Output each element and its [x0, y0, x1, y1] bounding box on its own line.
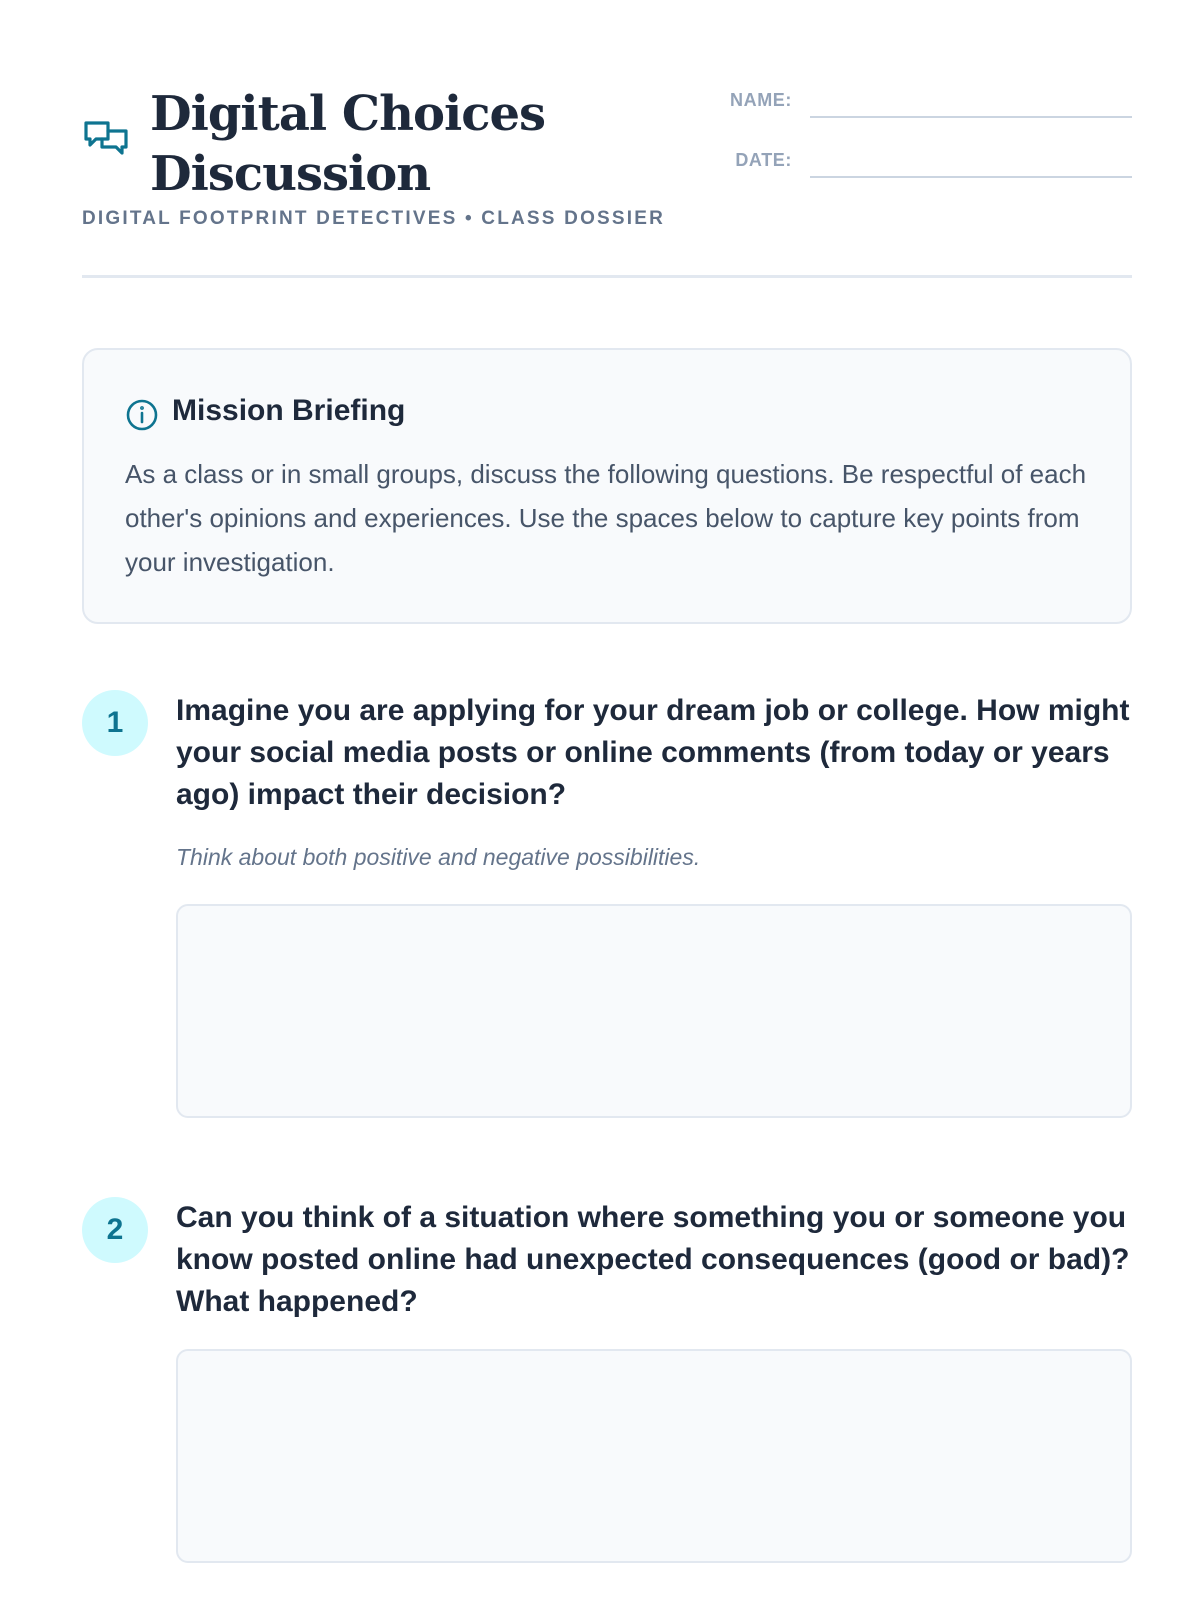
question-text: Can you think of a situation where something you or someone you know posted online had unexpected consequences (good or bad)? What happened?	[176, 1201, 1130, 1318]
date-label: DATE:	[735, 150, 792, 170]
mission-briefing-panel	[82, 348, 1132, 624]
briefing-title: Mission Briefing	[172, 394, 406, 427]
question-number-badge: 1	[82, 690, 148, 756]
answer-box[interactable]	[176, 904, 1132, 1118]
info-icon	[125, 398, 159, 432]
name-label: NAME:	[730, 90, 792, 110]
question-hint: Think about both positive and negative possibilities.	[176, 844, 701, 870]
answer-box[interactable]	[176, 1349, 1132, 1563]
worksheet-page	[82, 0, 1132, 1318]
question-number-badge: 2	[82, 1197, 148, 1263]
name-input-line[interactable]	[810, 88, 1132, 118]
chat-bubbles-icon	[82, 117, 130, 165]
date-input-line[interactable]	[810, 148, 1132, 178]
date-field	[702, 148, 1132, 178]
name-field	[702, 88, 1132, 118]
page-subtitle: DIGITAL FOOTPRINT DETECTIVES • CLASS DOSSIER	[82, 208, 666, 229]
question-text: Imagine you are applying for your dream job or college. How might your social media posts or online comments (from today or years ago) impact their decision?	[176, 694, 1130, 811]
page-title: Digital Choices Discussion	[150, 86, 546, 202]
briefing-text: As a class or in small groups, discuss the following questions. Be respectful of each other's opinions and experiences. Use the spaces below to capture key points from your investigation.	[125, 459, 1087, 577]
worksheet-header	[82, 0, 1132, 278]
